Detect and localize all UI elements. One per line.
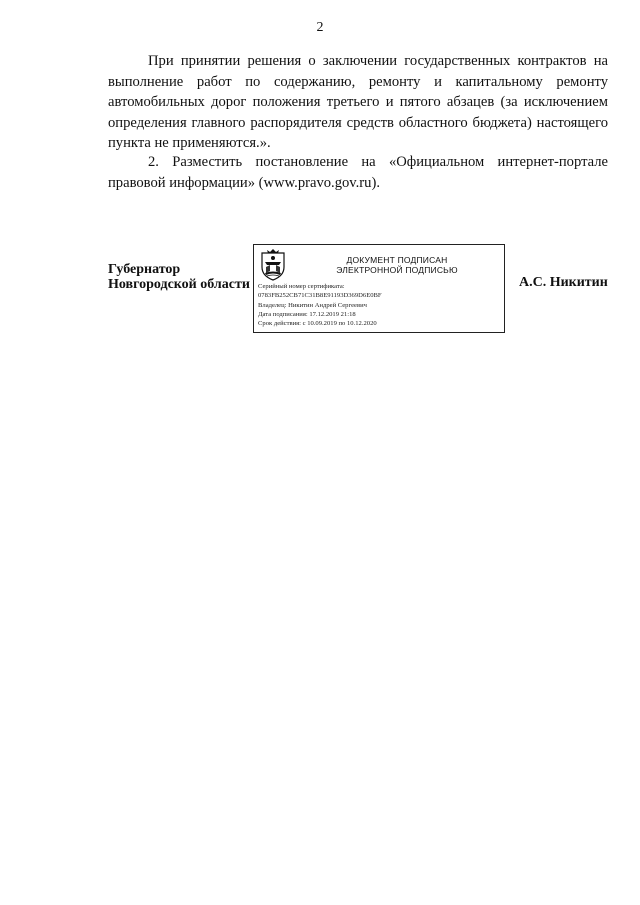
signatory-title-line2: Новгородской области: [108, 277, 250, 292]
certificate-serial-value: 0783FB252CB71C31B8E91193D369D6E0BF: [258, 292, 382, 300]
certificate-serial-label: Серийный номер сертификата:: [258, 283, 345, 290]
stamp-header-line2: ЭЛЕКТРОННОЙ ПОДПИСЬЮ: [336, 265, 458, 275]
signatory-name: А.С. Никитин: [519, 275, 608, 290]
signatory-title: [108, 262, 250, 292]
stamp-header: [292, 255, 502, 275]
novgorod-coat-of-arms-icon: [258, 247, 288, 281]
stamp-header-line1: ДОКУМЕНТ ПОДПИСАН: [346, 255, 448, 265]
certificate-validity: Срок действия: с 10.09.2019 по 10.12.2020: [258, 320, 377, 328]
paragraph-contracts: При принятии решения о заключении государственных контрактов на выполнение работ по содержанию, ремонту и капитальному ремонту автомобильных дорог положения третьего и пятого абзацев (за исключением определения главного распорядителя средств областного бюджета) настоящего пункта не применяются.».: [108, 53, 608, 151]
signatory-title-line1: Губернатор: [108, 262, 181, 277]
certificate-owner: Владелец: Никитин Андрей Сергеевич: [258, 301, 367, 309]
paragraph-publish: 2. Разместить постановление на «Официальном интернет-портале правовой информации» (www.pravo.gov.ru).: [108, 154, 608, 191]
signing-date: Дата подписания: 17.12.2019 21:18: [258, 310, 356, 318]
stamp-details: [258, 282, 503, 328]
electronic-signature-stamp: [253, 244, 505, 333]
page-number: 2: [316, 20, 324, 35]
